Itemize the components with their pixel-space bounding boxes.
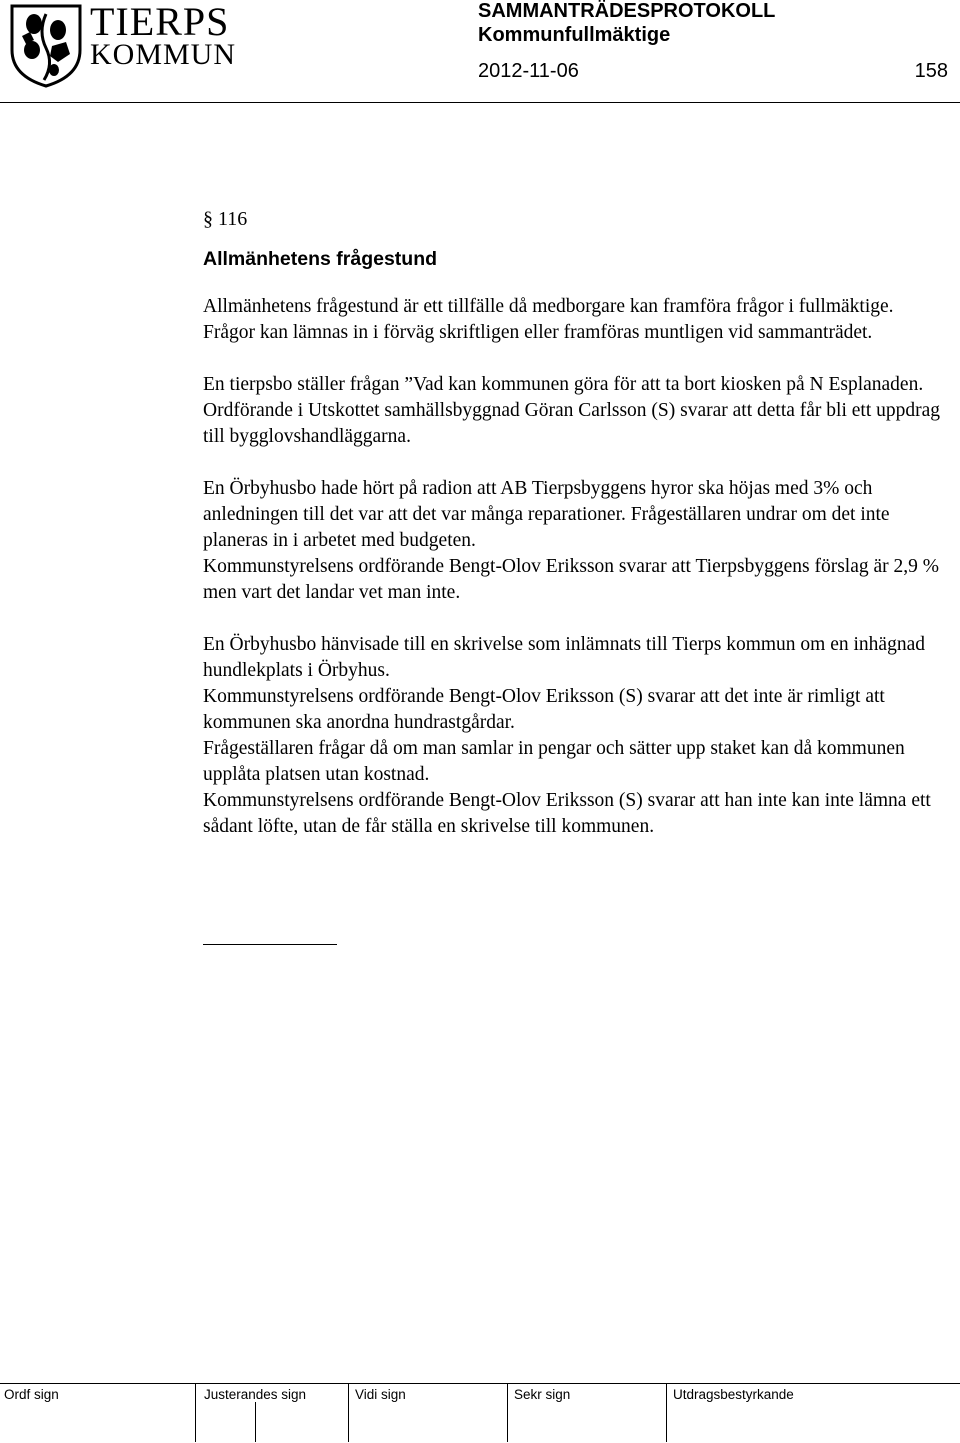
- utdragsbestyrkande-label: Utdragsbestyrkande: [673, 1387, 794, 1402]
- paragraph-question-kiosk: En tierpsbo ställer frågan ”Vad kan kommunen göra för att ta bort kiosken på N Esplanaden.: [203, 374, 924, 395]
- header-rule: [0, 102, 960, 103]
- signature-footer: [0, 1383, 960, 1443]
- paragraph-answer-rent: Kommunstyrelsens ordförande Bengt-Olov Eriksson svarar att Tierpsbyggens förslag är 2,9 % men vart det landar vet man inte.: [203, 556, 940, 603]
- section-title: Allmänhetens frågestund: [203, 248, 438, 270]
- vidi-sign-box: [348, 1384, 508, 1442]
- sekr-sign-box: [507, 1384, 667, 1442]
- body-name: Kommunfullmäktige: [478, 24, 671, 46]
- page-number: 158: [914, 60, 948, 82]
- section-number: § 116: [203, 208, 248, 230]
- vidi-sign-label: Vidi sign: [355, 1387, 406, 1402]
- paragraph-followup-dogpark: Frågeställaren frågar då om man samlar in pengar och sätter upp staket kan då kommunen upplåta platsen utan kostnad.: [203, 738, 905, 785]
- logo-wordmark-line2: KOMMUN: [90, 38, 237, 71]
- logo-wordmark-line1: TIERPS: [90, 0, 230, 44]
- justerande-split-divider: [255, 1402, 256, 1442]
- justerandes-sign-label: Justerandes sign: [204, 1387, 307, 1402]
- sekr-sign-label: Sekr sign: [514, 1387, 571, 1402]
- paragraph-intro: Allmänhetens frågestund är ett tillfälle då medborgare kan framföra frågor i fullmäktige. Frågor kan lämnas in i förväg skriftligen eller framföras muntligen vid sammanträdet.: [203, 296, 894, 343]
- coat-of-arms-hop-icon: [8, 2, 84, 88]
- municipality-logo: [8, 0, 237, 88]
- section-end-rule: [203, 944, 337, 945]
- paragraph-answer-kiosk: Ordförande i Utskottet samhällsbyggnad Göran Carlsson (S) svarar att detta får bli ett uppdrag till bygglovshandläggarna.: [203, 400, 941, 447]
- ordf-sign-label: Ordf sign: [4, 1387, 59, 1402]
- utdragsbestyrkande-box: [666, 1384, 960, 1442]
- minutes-section: [203, 206, 948, 840]
- paragraph-answer-dogpark: Kommunstyrelsens ordförande Bengt-Olov Eriksson (S) svarar att det inte är rimligt att kommunen ska anordna hundrastgårdar.: [203, 686, 885, 733]
- meeting-date: 2012-11-06: [478, 60, 579, 82]
- ordf-sign-box: [0, 1384, 195, 1442]
- document-type-title: SAMMANTRÄDESPROTOKOLL: [478, 0, 776, 22]
- paragraph-answer-followup: Kommunstyrelsens ordförande Bengt-Olov Eriksson (S) svarar att han inte kan inte lämna ett sådant löfte, utan de får ställa en skrivelse till kommunen.: [203, 790, 931, 837]
- justerandes-sign-box: [195, 1384, 349, 1442]
- paragraph-question-dogpark: En Örbyhusbo hänvisade till en skrivelse som inlämnats till Tierps kommun om en inhägnad hundlekplats i Örbyhus.: [203, 634, 925, 681]
- paragraph-question-rent: En Örbyhusbo hade hört på radion att AB Tierpsbyggens hyror ska höjas med 3% och anledningen till det var att det var många reparationer. Frågeställaren undrar om det inte planeras in i arbetet med budgeten.: [203, 478, 890, 551]
